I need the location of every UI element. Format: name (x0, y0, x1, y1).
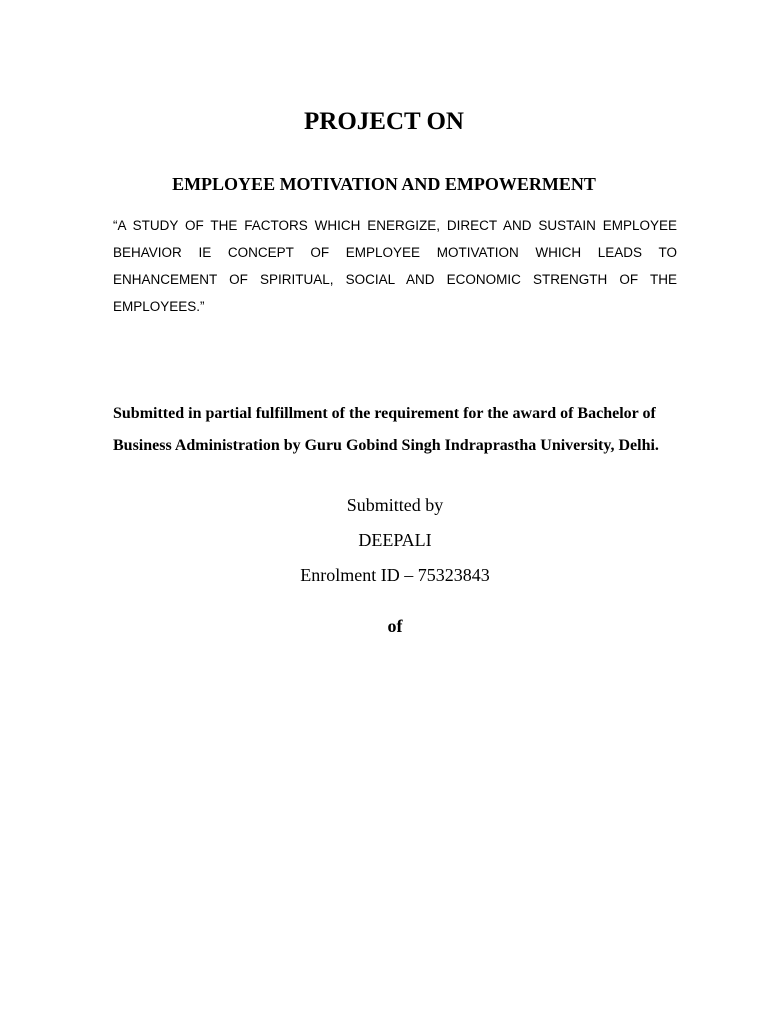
submission-statement: Submitted in partial fulfillment of the requirement for the award of Bachelor of Business Administration by Guru Gobind Singh Indraprastha University, Delhi. (113, 405, 659, 454)
project-title: PROJECT ON (304, 108, 464, 135)
submitted-by-label: Submitted by (346, 495, 444, 515)
author-name: DEEPALI (358, 530, 432, 550)
enrolment-id: Enrolment ID – 75323843 (300, 565, 490, 585)
project-subtitle: EMPLOYEE MOTIVATION AND EMPOWERMENT (172, 174, 596, 194)
project-abstract: “A STUDY OF THE FACTORS WHICH ENERGIZE, DIRECT AND SUSTAIN EMPLOYEE BEHAVIOR IE CONCEPT OF EMPLOYEE MOTIVATION WHICH LEADS TO ENHANCEMENT OF SPIRITUAL, SOCIAL AND ECONOMIC STRENGTH OF THE EMPLOYEES.” (113, 218, 677, 314)
of-text: of (387, 616, 403, 636)
